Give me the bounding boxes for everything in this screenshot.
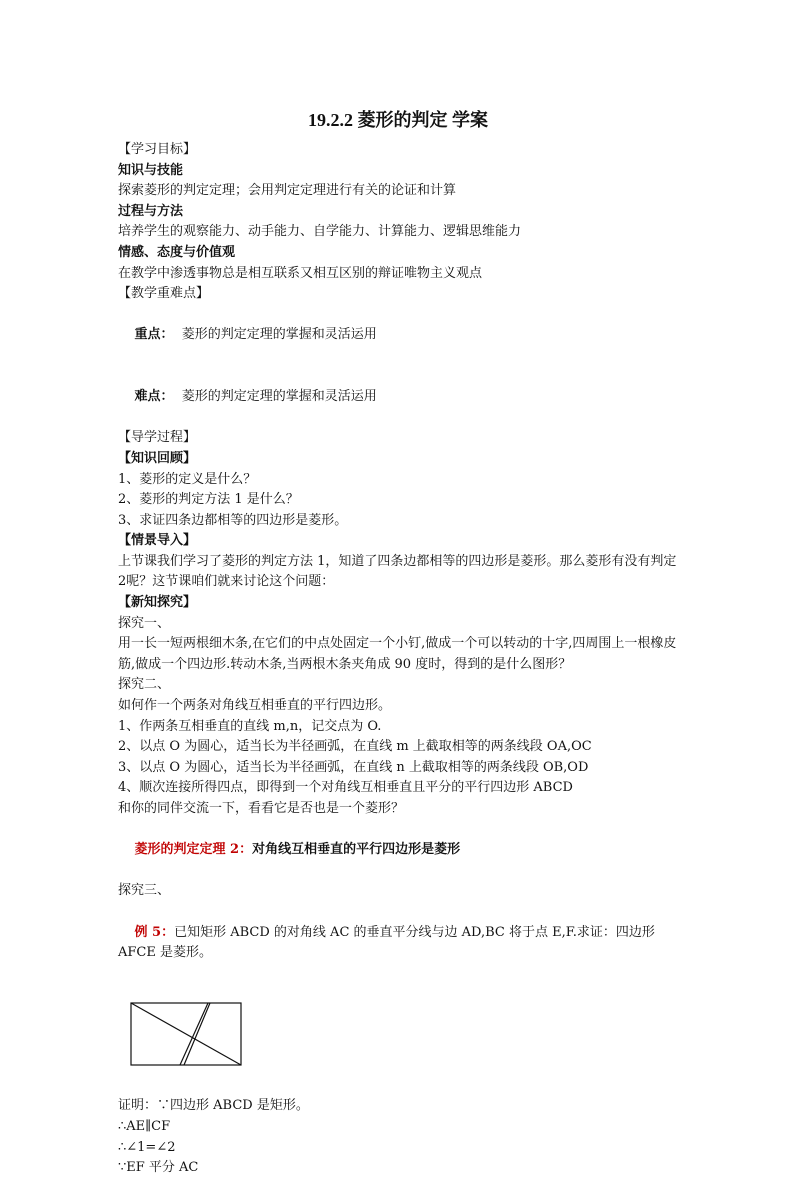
knowledge-title: 知识与技能 (118, 162, 184, 178)
difficult-point-line (118, 367, 678, 429)
theorem-line (118, 820, 678, 882)
proof-line: ∴∠1=∠2 (118, 1139, 176, 1155)
explore2-title: 探究二、 (118, 677, 171, 693)
rectangle-figure (130, 1002, 242, 1066)
key-point-line (118, 305, 678, 367)
key-points-header: 【教学重难点】 (118, 286, 210, 302)
knowledge-text: 探索菱形的判定定理；会用判定定理进行有关的论证和计算 (118, 183, 457, 199)
review-header: 【知识回顾】 (118, 450, 197, 466)
explore2-step: 2、以点 O 为圆心，适当长为半径画弧，在直线 m 上截取相等的两条线段 OA,OC (118, 739, 592, 755)
review-item: 1、菱形的定义是什么？ (118, 471, 257, 487)
difficult-label: 难点： (134, 389, 174, 405)
page-title: 19.2.2 菱形的判定 学案 (308, 110, 488, 130)
example-text: 已知矩形 ABCD 的对角线 AC 的垂直平分线与边 AD,BC 将于点 E,F.求证：四边形 AFCE 是菱形。 (118, 924, 660, 961)
key-label: 重点： (134, 327, 174, 343)
explore2-step: 和你的同伴交流一下，看看它是否也是一个菱形？ (118, 801, 405, 816)
intro-header: 【情景导入】 (118, 533, 197, 549)
explore1-title: 探究一、 (118, 615, 171, 631)
review-item: 2、菱形的判定方法 1 是什么？ (118, 492, 299, 508)
example-label: 例 5： (134, 924, 175, 940)
explore3-title: 探究三、 (118, 883, 171, 899)
explore1-text: 用一长一短两根细木条,在它们的中点处固定一个小钉,做成一个可以转动的十字,四周围上一根橡皮筋,做成一个四边形.转动木条,当两根木条夹角成 90 度时，得到的是什么图形？ (118, 636, 677, 672)
proof-line: 证明：∵四边形 ABCD 是矩形。 (118, 1098, 309, 1114)
process-title: 过程与方法 (118, 203, 184, 219)
difficult-text: 菱形的判定定理的掌握和灵活运用 (173, 389, 377, 405)
goals-header: 【学习目标】 (118, 142, 197, 157)
diagonal-line (131, 1003, 241, 1065)
segment-top-to-f (184, 1003, 210, 1065)
explore2-step: 4、顺次连接所得四点，即得到一个对角线互相垂直且平分的平行四边形 ABCD (118, 780, 573, 796)
explore2-intro: 如何作一个两条对角线互相垂直的平行四边形。 (118, 698, 392, 714)
document-page (118, 100, 681, 1179)
process-header: 【导学过程】 (118, 430, 197, 446)
segment-ae-to-bottom (180, 1003, 208, 1065)
theorem-label: 菱形的判定定理 2： (134, 842, 253, 858)
proof-line: ∴AE∥CF (118, 1118, 171, 1134)
proof-line: ∵EF 平分 AC (118, 1160, 199, 1176)
process-text: 培养学生的观察能力、动手能力、自学能力、计算能力、逻辑思维能力 (118, 224, 522, 240)
emotion-title: 情感、态度与价值观 (118, 244, 236, 260)
emotion-text: 在教学中渗透事物总是相互联系又相互区别的辩证唯物主义观点 (118, 265, 483, 281)
review-item: 3、求证四条边都相等的四边形是菱形。 (118, 512, 348, 528)
explore-header: 【新知探究】 (118, 595, 197, 611)
explore2-step: 3、以点 O 为圆心，适当长为半径画弧，在直线 n 上截取相等的两条线段 OB,OD (118, 759, 589, 775)
intro-text: 上节课我们学习了菱形的判定方法 1，知道了四条边都相等的四边形是菱形。那么菱形有没有判定 2呢？这节课咱们就来讨论这个问题： (118, 553, 681, 590)
example-line (118, 902, 678, 984)
explore2-step: 1、作两条互相垂直的直线 m,n，记交点为 O. (118, 718, 382, 734)
key-text: 菱形的判定定理的掌握和灵活运用 (173, 327, 377, 343)
theorem-text: 对角线互相垂直的平行四边形是菱形 (252, 842, 461, 858)
